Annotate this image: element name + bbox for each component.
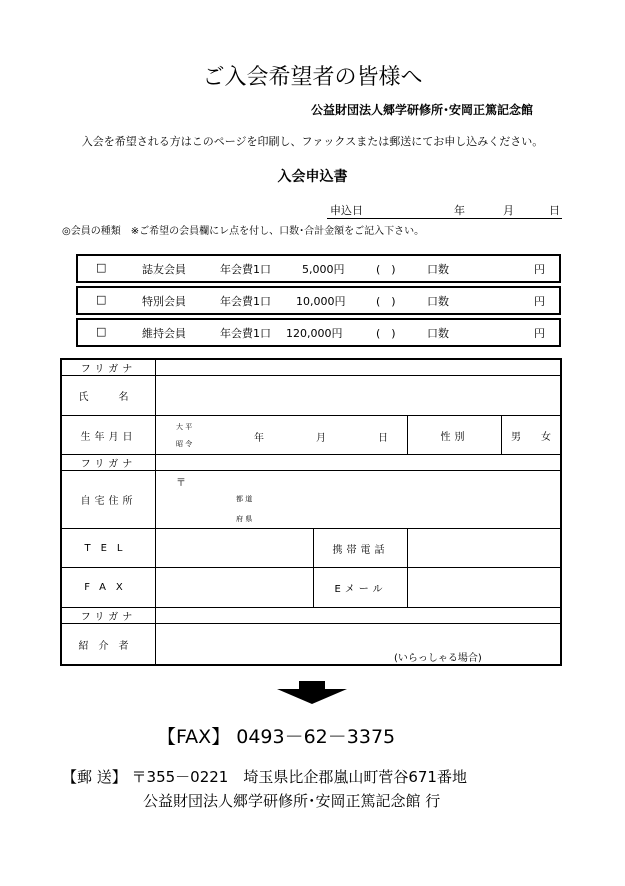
mobile-input[interactable]: [408, 529, 562, 568]
era-showa-reiwa[interactable]: 昭 令: [176, 439, 193, 448]
date-day-label: 日: [549, 204, 560, 217]
membership-table: [76, 254, 561, 350]
tel-label: TEL: [61, 529, 156, 568]
tel-input[interactable]: [156, 529, 314, 568]
intro-text: 入会を希望される方はこのページを印刷し、ファックスまたは郵送にてお申し込みください。: [81, 135, 544, 148]
address-label: 自宅住所: [61, 471, 156, 529]
membership-name: 維持会員: [142, 327, 186, 340]
application-date-line[interactable]: [327, 201, 562, 219]
form-title: 入会申込書: [277, 169, 348, 185]
membership-yen: 円: [534, 263, 545, 276]
fax-input[interactable]: [156, 568, 314, 608]
furigana-name-input[interactable]: [156, 359, 562, 376]
date-month-label: 月: [503, 204, 514, 217]
page-title: ご入会希望者の皆様へ: [202, 65, 423, 90]
membership-units-input[interactable]: ( ): [376, 327, 396, 340]
address-input[interactable]: [156, 471, 562, 529]
membership-yen: 円: [534, 327, 545, 340]
membership-row[interactable]: [76, 254, 561, 283]
furigana-label: フリガナ: [61, 455, 156, 471]
membership-units-input[interactable]: ( ): [376, 263, 396, 276]
fax-label: FAX: [61, 568, 156, 608]
furigana-label: フリガナ: [61, 608, 156, 624]
fax-number: 【FAX】 0493－62－3375: [157, 726, 396, 748]
membership-row[interactable]: [76, 286, 561, 315]
postal-mark: 〒: [176, 477, 186, 489]
membership-checkbox[interactable]: □: [96, 325, 107, 338]
email-label: Eメール: [314, 568, 408, 608]
birth-year-label: 年: [254, 432, 264, 444]
membership-fee-label: 年会費1口: [220, 263, 271, 276]
membership-yen: 円: [534, 295, 545, 308]
furigana-label: フリガナ: [61, 359, 156, 376]
membership-name: 特別会員: [142, 295, 186, 308]
era-taisho-heisei[interactable]: 大 平: [176, 422, 193, 431]
membership-units-label: 口数: [427, 327, 449, 340]
membership-units-input[interactable]: ( ): [376, 295, 396, 308]
membership-units-label: 口数: [427, 263, 449, 276]
postal-address: 【郵 送】 〒355－0221 埼玉県比企郡嵐山町菅谷671番地: [62, 768, 467, 786]
referrer-label: 紹介者: [61, 624, 156, 666]
membership-fee-label: 年会費1口: [220, 295, 271, 308]
furigana-referrer-input[interactable]: [156, 608, 562, 624]
gender-label: 性別: [408, 416, 502, 455]
arrow-down-icon: [277, 681, 347, 704]
prefecture-todo-label: 都 道: [236, 494, 253, 503]
birthdate-label: 生年月日: [61, 416, 156, 455]
birthdate-input[interactable]: [156, 416, 408, 455]
furigana-address-input[interactable]: [156, 455, 562, 471]
membership-fee: 120,000円: [286, 327, 343, 340]
name-label: 氏 名: [61, 376, 156, 416]
membership-fee: 5,000円: [302, 263, 345, 276]
membership-fee-label: 年会費1口: [220, 327, 271, 340]
membership-row[interactable]: [76, 318, 561, 347]
prefecture-fuken-label: 府 県: [236, 514, 253, 523]
referrer-note: (いらっしゃる場合): [394, 653, 482, 664]
membership-checkbox[interactable]: □: [96, 261, 107, 274]
email-input[interactable]: [408, 568, 562, 608]
organization-name: 公益財団法人郷学研修所･安岡正篤記念館: [310, 103, 533, 117]
birth-day-label: 日: [378, 432, 388, 444]
birth-month-label: 月: [316, 432, 326, 444]
application-date-label: 申込日: [330, 204, 363, 217]
date-year-label: 年: [454, 204, 465, 217]
membership-name: 誌友会員: [142, 263, 186, 276]
membership-fee: 10,000円: [296, 295, 346, 308]
mobile-label: 携帯電話: [314, 529, 408, 568]
gender-options[interactable]: 男 女: [502, 416, 562, 455]
membership-units-label: 口数: [427, 295, 449, 308]
referrer-input[interactable]: [156, 624, 562, 666]
membership-checkbox[interactable]: □: [96, 293, 107, 306]
application-form-table: [60, 358, 562, 666]
member-types-note: ◎会員の種類 ※ご希望の会員欄にレ点を付し、口数･合計金額をご記入下さい。: [62, 226, 425, 237]
name-input[interactable]: [156, 376, 562, 416]
postal-recipient: 公益財団法人郷学研修所･安岡正篤記念館 行: [143, 792, 441, 810]
